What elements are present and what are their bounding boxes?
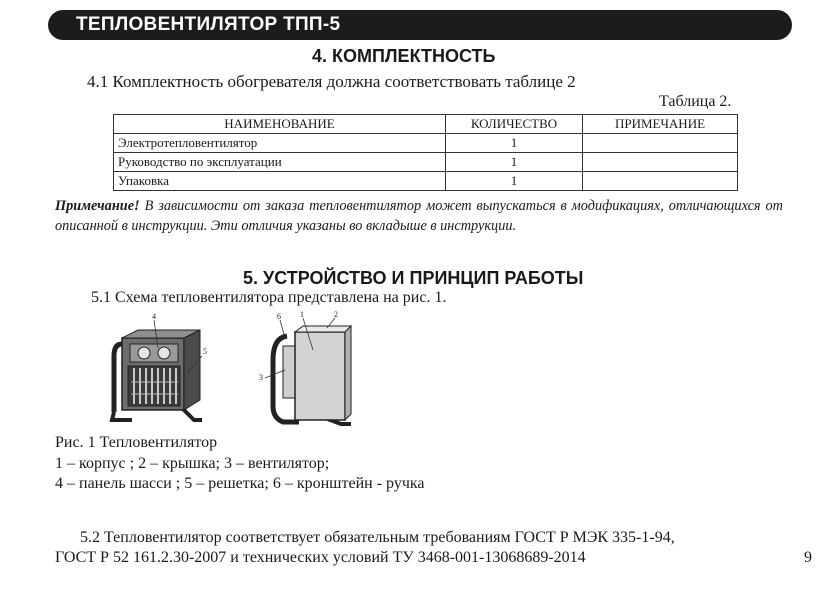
callout-5: 5 — [203, 347, 207, 356]
page-number: 9 — [804, 549, 812, 566]
cell-name: Упаковка — [114, 172, 446, 191]
cell-qty: 1 — [446, 172, 583, 191]
figure-legend-line2: 4 – панель шасси ; 5 – решетка; 6 – кронштейн - ручка — [55, 475, 425, 492]
heater-side-figure — [255, 310, 360, 430]
front-side — [184, 330, 200, 410]
callout-1: 1 — [300, 310, 304, 319]
table-caption: Таблица 2. — [659, 93, 732, 110]
callout-2: 2 — [334, 310, 338, 319]
section4-intro: 4.1 Комплектность обогревателя должна соответствовать таблице 2 — [87, 72, 576, 91]
table-row — [114, 153, 738, 172]
note-text: В зависимости от заказа тепловентилятор может выпускаться в модификациях, отличающихся от описанной в инструкции. Эти отличия указаны во вкладыше в инструкции. — [55, 198, 783, 234]
heater-front-figure — [108, 312, 218, 428]
cell-note — [583, 134, 738, 153]
front-control-panel — [130, 344, 178, 362]
cell-note — [583, 153, 738, 172]
section5-intro: 5.1 Схема тепловентилятора представлена на рис. 1. — [91, 289, 447, 306]
cell-name: Руководство по эксплуатации — [114, 153, 446, 172]
callout-6: 6 — [277, 312, 281, 321]
column-header-qty: КОЛИЧЕСТВО — [446, 115, 583, 134]
front-grille — [128, 366, 180, 406]
figure-caption: Рис. 1 Тепловентилятор — [55, 434, 218, 451]
figure-legend-line1: 1 – корпус ; 2 – крышка; 3 – вентилятор; — [55, 455, 330, 472]
cell-qty: 1 — [446, 153, 583, 172]
side-edge — [345, 326, 351, 420]
section5-para-line1: 5.2 Тепловентилятор соответствует обязательным требованиям ГОСТ Р МЭК 335-1-94, — [80, 529, 675, 546]
section4-title: 4. КОМПЛЕКТНОСТЬ — [312, 46, 496, 66]
front-handle-left — [114, 344, 122, 412]
note-paragraph — [55, 196, 783, 236]
callout-3: 3 — [259, 373, 263, 382]
cell-qty: 1 — [446, 134, 583, 153]
knob-icon — [138, 347, 150, 359]
section5-title: 5. УСТРОЙСТВО И ПРИНЦИП РАБОТЫ — [243, 268, 584, 288]
callout-4: 4 — [152, 312, 156, 321]
table-row — [114, 172, 738, 191]
header-bar — [48, 10, 792, 40]
table-header-row — [114, 115, 738, 134]
section5-para-line2: ГОСТ Р 52 161.2.30-2007 и технических условий ТУ 3468-001-13068689-2014 — [55, 549, 586, 566]
table-row — [114, 134, 738, 153]
note-label: Примечание! — [55, 198, 140, 214]
column-header-note: ПРИМЕЧАНИЕ — [583, 115, 738, 134]
knob-icon — [158, 347, 170, 359]
side-top — [295, 326, 351, 332]
side-body — [295, 332, 345, 420]
cell-note — [583, 172, 738, 191]
column-header-name: НАИМЕНОВАНИЕ — [114, 115, 446, 134]
header-title: ТЕПЛОВЕНТИЛЯТОР ТПП-5 — [76, 14, 341, 35]
kit-table — [113, 114, 738, 191]
front-leg-left — [112, 412, 132, 420]
cell-name: Электротепловентилятор — [114, 134, 446, 153]
